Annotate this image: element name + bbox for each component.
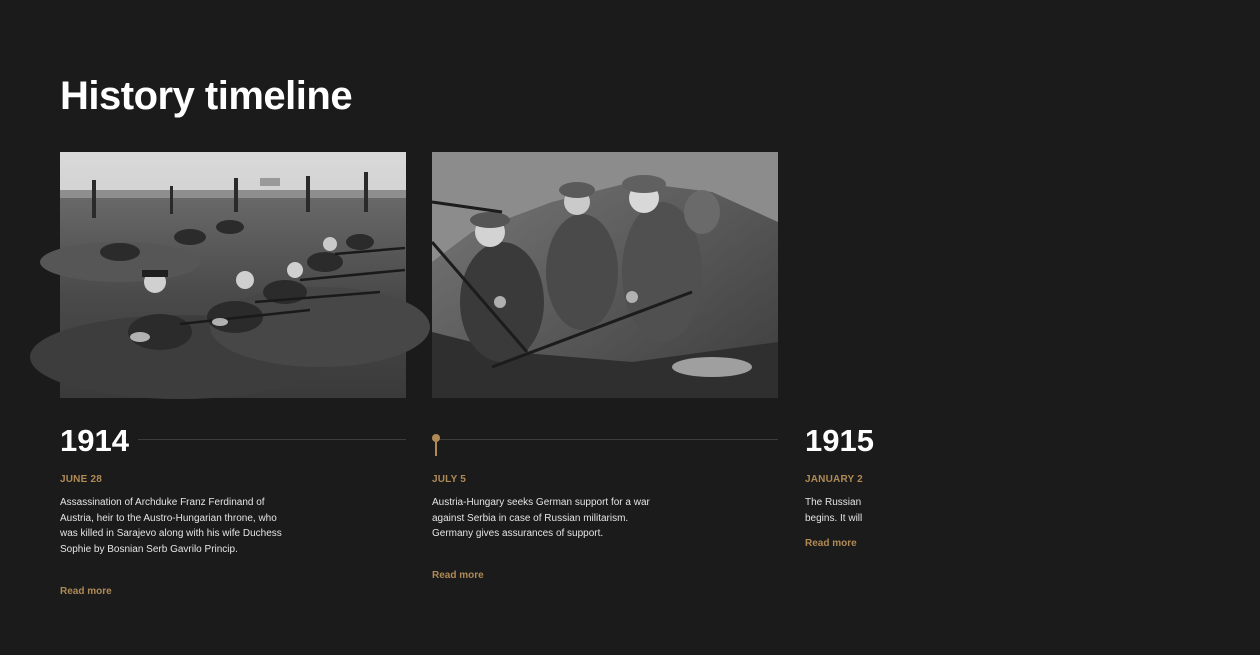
read-more-link[interactable]: Read more (805, 538, 857, 549)
trench-riflemen-photo (60, 152, 406, 398)
year-row (432, 422, 778, 458)
event-description: The Russian begins. It will (805, 497, 863, 524)
year-label: 1915 (805, 423, 874, 458)
year-row (805, 422, 1151, 458)
event-description: Assassination of Archduke Franz Ferdinand of Austria, heir to the Austro-Hungarian throne, who was killed in Sarajevo along with his wife Duchess Sophie by Bosnian Serb Gavrilo Princip. (60, 497, 282, 555)
page-title: History timeline (60, 74, 353, 118)
event-date: JULY 5 (432, 474, 467, 485)
timeline-line (432, 439, 778, 440)
read-more-link[interactable]: Read more (60, 586, 112, 597)
event-date: JUNE 28 (60, 474, 102, 485)
year-row (60, 422, 406, 458)
read-more-link[interactable]: Read more (432, 570, 484, 581)
photo-illustration (60, 152, 406, 398)
timeline-marker-icon (432, 434, 442, 458)
year-label: 1914 (60, 423, 129, 458)
timeline-line (138, 439, 406, 440)
timeline-card-1914 (60, 152, 406, 597)
event-date: JANUARY 2 (805, 474, 863, 485)
event-description: Austria-Hungary seeks German support for a war against Serbia in case of Russian militarism. Germany gives assurances of support. (432, 497, 650, 539)
soldiers-in-trench-photo (432, 152, 778, 398)
timeline-card-july-5 (432, 152, 778, 581)
photo-illustration (432, 152, 778, 398)
timeline-track[interactable] (60, 152, 1260, 632)
